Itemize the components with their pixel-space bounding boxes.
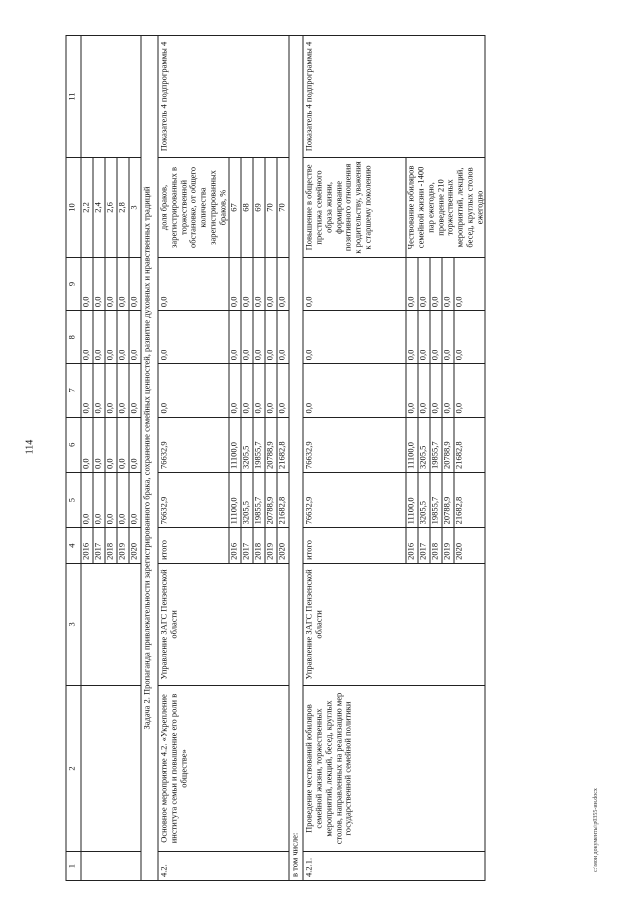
table-cell: 21682,8 xyxy=(454,417,485,472)
col-header: 11 xyxy=(66,36,81,158)
table-cell: 0,0 xyxy=(253,257,265,310)
col-header: 8 xyxy=(66,311,81,364)
column-number-row xyxy=(66,36,81,881)
table-cell: 0,0 xyxy=(129,472,141,527)
table-cell: 0,0 xyxy=(93,257,105,310)
table-cell: 2019 xyxy=(442,528,454,563)
table-cell: 0,0 xyxy=(158,364,229,417)
table-row xyxy=(81,36,93,881)
table-cell: 0,0 xyxy=(277,311,289,364)
table-cell: 0,0 xyxy=(93,364,105,417)
table-cell: 11100,0 xyxy=(229,472,241,527)
table-cell xyxy=(81,36,141,158)
col-header: 3 xyxy=(66,563,81,685)
task-title: Задача 2. Пропаганда привлекательности зарегистрированного брака, сохранение семейных ценностей, развитие духовных и нравственных традиций xyxy=(141,36,158,881)
table-cell: 0,0 xyxy=(117,364,129,417)
table-cell: 2,6 xyxy=(105,158,117,258)
table-cell: 0,0 xyxy=(442,364,454,417)
table-cell: 0,0 xyxy=(418,257,430,310)
table-cell: 2,2 xyxy=(81,158,93,258)
table-cell: 20788,9 xyxy=(442,472,454,527)
table-cell: 0,0 xyxy=(117,311,129,364)
table-cell: 0,0 xyxy=(229,311,241,364)
table-cell: 19855,7 xyxy=(430,472,442,527)
table-cell: 0,0 xyxy=(81,257,93,310)
table-cell: 0,0 xyxy=(158,257,229,310)
table-cell: 70 xyxy=(265,158,277,258)
table-cell: 0,0 xyxy=(277,257,289,310)
table-cell: 0,0 xyxy=(454,364,485,417)
table-cell: 2017 xyxy=(241,528,253,563)
table-cell: 76632,9 xyxy=(303,417,406,472)
table-cell: 68 xyxy=(241,158,253,258)
table-cell: 76632,9 xyxy=(158,417,229,472)
table-cell: 20788,9 xyxy=(265,472,277,527)
measure-executor: Управление ЗАГС Пензенской области xyxy=(158,563,289,685)
table-cell: 2,8 xyxy=(117,158,129,258)
table-cell: 0,0 xyxy=(229,364,241,417)
table-cell: 70 xyxy=(277,158,289,258)
table-cell: 67 xyxy=(229,158,241,258)
measure-number: 4.2. xyxy=(158,852,289,881)
table-cell: 0,0 xyxy=(265,311,277,364)
table-cell: 0,0 xyxy=(158,311,229,364)
table-cell: 0,0 xyxy=(430,364,442,417)
table-cell: 0,0 xyxy=(265,257,277,310)
page-number: 114 xyxy=(24,439,36,455)
table-cell: 2,4 xyxy=(93,158,105,258)
table-cell: 11100,0 xyxy=(406,417,418,472)
table-cell: 0,0 xyxy=(430,257,442,310)
table-cell: 0,0 xyxy=(117,472,129,527)
table-cell: 2020 xyxy=(129,528,141,563)
table-cell: итого xyxy=(158,528,229,563)
table-cell: 0,0 xyxy=(81,311,93,364)
table-cell: 0,0 xyxy=(406,257,418,310)
table-cell: 0,0 xyxy=(117,257,129,310)
table-cell: 0,0 xyxy=(418,364,430,417)
table-cell: 0,0 xyxy=(105,417,117,472)
table-cell: 2019 xyxy=(265,528,277,563)
table-cell: 0,0 xyxy=(277,364,289,417)
table-cell: 0,0 xyxy=(241,311,253,364)
table-cell: 0,0 xyxy=(117,417,129,472)
table-cell: 76632,9 xyxy=(303,472,406,527)
table-cell: 3205,5 xyxy=(418,472,430,527)
table-cell: 11100,0 xyxy=(229,417,241,472)
table-cell: 0,0 xyxy=(129,364,141,417)
table-cell: итого xyxy=(303,528,406,563)
table-cell: 0,0 xyxy=(241,364,253,417)
table-row xyxy=(289,36,303,881)
table-cell: 0,0 xyxy=(105,472,117,527)
table-cell: 0,0 xyxy=(303,311,406,364)
table-cell: 0,0 xyxy=(241,257,253,310)
table-cell: 2018 xyxy=(430,528,442,563)
table-cell: 3205,5 xyxy=(241,417,253,472)
measure-executor: Управление ЗАГС Пензенской области xyxy=(303,563,485,685)
measure-name: Основное мероприятие 4.2. «Укрепление института семьи и повышение его роли в обществе» xyxy=(158,685,289,851)
col-header: 5 xyxy=(66,472,81,527)
table-cell: 19855,7 xyxy=(253,472,265,527)
table-cell: 0,0 xyxy=(430,311,442,364)
table-cell: 20788,9 xyxy=(265,417,277,472)
indicator-ref: Показатель 4 подпрограммы 4 xyxy=(303,36,485,158)
measure-name: Проведение чествований юбиляров семейной жизни, торжественных мероприятий, лекций, бесед, круглых столов, направленных на реализацию мер государственной семейной политики xyxy=(303,685,485,851)
table-cell: 2020 xyxy=(277,528,289,563)
table-cell xyxy=(81,685,141,851)
col-header: 7 xyxy=(66,364,81,417)
table-cell: 76632,9 xyxy=(158,472,229,527)
task-row xyxy=(141,36,158,881)
table-cell: 11100,0 xyxy=(406,472,418,527)
table-cell: 0,0 xyxy=(265,364,277,417)
table-cell: 3205,5 xyxy=(418,417,430,472)
table-cell: 2020 xyxy=(454,528,485,563)
measure-number: 4.2.1. xyxy=(303,852,485,881)
table-cell: 0,0 xyxy=(442,311,454,364)
indicator-ref: Показатель 4 подпрограммы 4 xyxy=(158,36,289,158)
col-header: 9 xyxy=(66,257,81,310)
table-cell: 0,0 xyxy=(93,311,105,364)
table-cell: 2017 xyxy=(93,528,105,563)
table-cell: 0,0 xyxy=(105,364,117,417)
indicator-desc-2: Чествование юбиляров семейной жизни -1400 пар ежегодно, проведение 210 торжественных мероприятий, лекций, бесед, круглых столов ежегодно xyxy=(406,158,485,258)
table-cell: 0,0 xyxy=(454,311,485,364)
indicator-desc: доля браков, зарегистрированных в торжественной обстановке, от общего количества зарегистрированных браков, % xyxy=(158,158,229,258)
table-cell: 2017 xyxy=(418,528,430,563)
col-header: 4 xyxy=(66,528,81,563)
table-cell: 2018 xyxy=(253,528,265,563)
table-cell: 21682,8 xyxy=(277,417,289,472)
table-cell xyxy=(81,852,141,881)
table-cell xyxy=(81,563,141,685)
table-cell: 0,0 xyxy=(442,257,454,310)
table-cell: 2018 xyxy=(105,528,117,563)
table-cell: 3205,5 xyxy=(241,472,253,527)
table-cell: 0,0 xyxy=(454,257,485,310)
table-cell: 2016 xyxy=(229,528,241,563)
table-cell: 0,0 xyxy=(406,311,418,364)
table-cell: 0,0 xyxy=(129,311,141,364)
col-header: 6 xyxy=(66,417,81,472)
table-cell: 0,0 xyxy=(93,472,105,527)
table-cell: 0,0 xyxy=(229,257,241,310)
table-cell: 0,0 xyxy=(93,417,105,472)
table-cell: 0,0 xyxy=(253,311,265,364)
table-cell: 0,0 xyxy=(129,417,141,472)
table-cell: 69 xyxy=(253,158,265,258)
table-cell: 0,0 xyxy=(418,311,430,364)
table-cell: 0,0 xyxy=(105,311,117,364)
table-cell: 2016 xyxy=(406,528,418,563)
col-header: 2 xyxy=(66,685,81,851)
footer-path: c:\мои документы\p0355-ин.docx xyxy=(593,788,599,872)
rotated-table-container xyxy=(66,35,599,881)
table-cell: 0,0 xyxy=(406,364,418,417)
table-cell: 0,0 xyxy=(303,364,406,417)
table-row xyxy=(158,36,229,881)
table-cell: 21682,8 xyxy=(454,472,485,527)
program-table xyxy=(66,35,486,881)
table-cell: 0,0 xyxy=(105,257,117,310)
table-cell: 19855,7 xyxy=(253,417,265,472)
col-header: 10 xyxy=(66,158,81,258)
table-cell: 0,0 xyxy=(81,364,93,417)
table-cell: 21682,8 xyxy=(277,472,289,527)
table-cell: 0,0 xyxy=(303,257,406,310)
table-cell: 0,0 xyxy=(129,257,141,310)
including-label: в том числе: xyxy=(289,36,303,881)
table-cell: 3 xyxy=(129,158,141,258)
table-row xyxy=(303,36,406,881)
col-header: 1 xyxy=(66,852,81,881)
table-cell: 20788,9 xyxy=(442,417,454,472)
table-cell: 0,0 xyxy=(81,472,93,527)
table-cell: 2016 xyxy=(81,528,93,563)
table-cell: 2019 xyxy=(117,528,129,563)
indicator-desc: Повышение в обществе престижа семейного образа жизни, формирование позитивного отношения к родительству, уважения к старшему поколению xyxy=(303,158,406,258)
table-cell: 0,0 xyxy=(81,417,93,472)
table-cell: 0,0 xyxy=(253,364,265,417)
table-cell: 19855,7 xyxy=(430,417,442,472)
